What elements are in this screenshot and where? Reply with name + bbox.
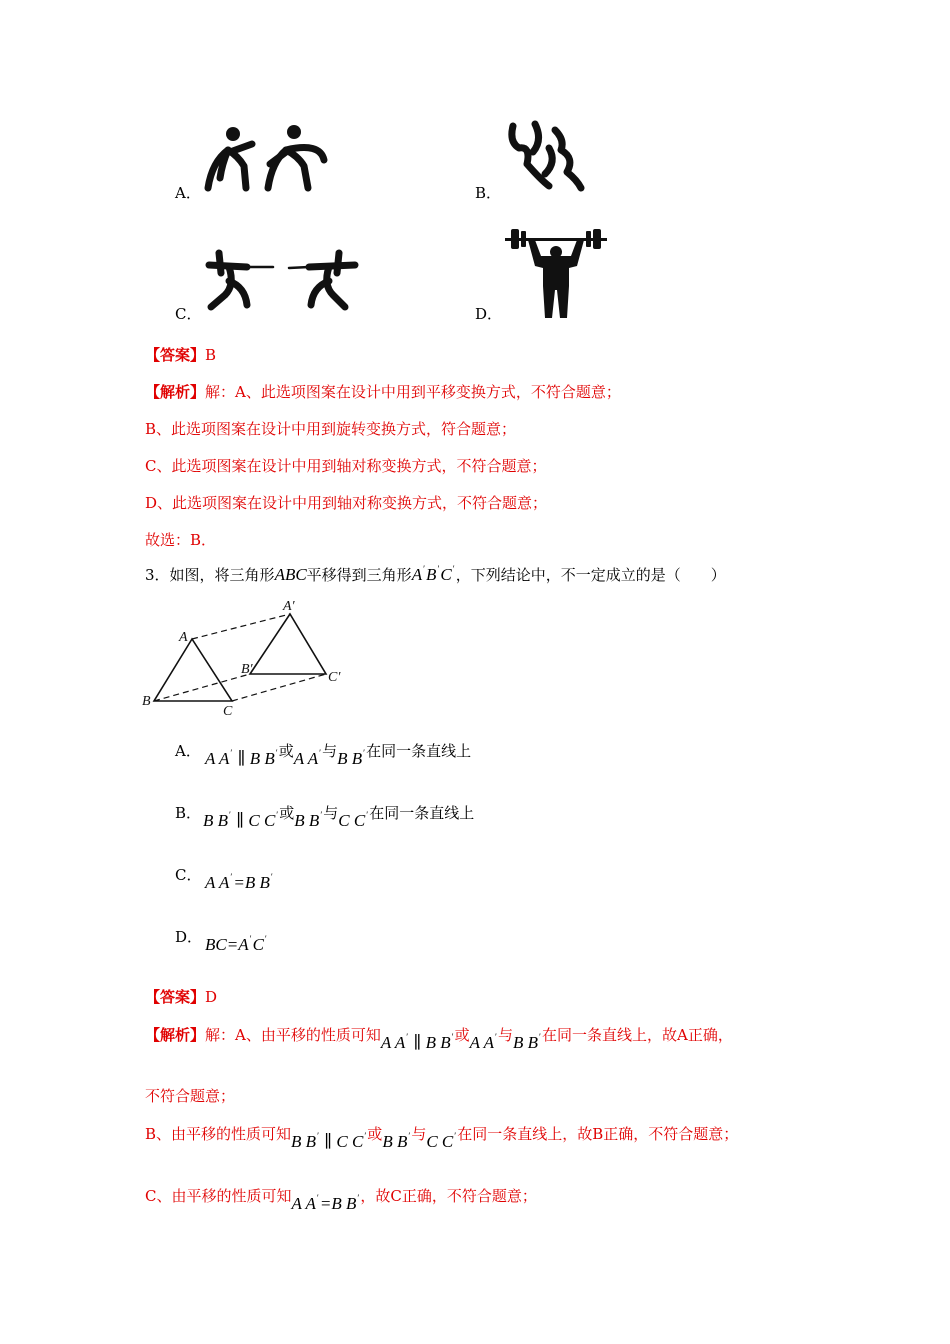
m-bb: B B [294,811,320,830]
m-aa: A A [293,749,319,768]
m-prime: ′ [437,564,440,574]
m-bb: B B [291,1132,317,1151]
analysis-text: C、由平移的性质可知 [145,1187,292,1205]
m-bb: B B [203,811,229,830]
option-c-label: C． [175,305,202,323]
q2-analysis-line3: C、此选项图案在设计中用到轴对称变换方式，不符合题意； [145,457,547,475]
q3-option-d [205,934,268,955]
m-prime: ′ [451,1032,454,1042]
q3-option-a-label: A． [175,742,201,760]
m-cc: C C [248,811,276,830]
m-prime: ′ [276,810,279,820]
m-A: A [411,565,423,584]
m-prime: ′ [363,748,366,758]
m-C: C [440,565,452,584]
m-prime: ′ [495,1032,497,1042]
q3-stem [145,564,726,585]
m-C: C [252,935,264,954]
m-eq: = [226,935,239,954]
option-tail: 在同一条直线上 [366,742,472,760]
q3-triangle-figure [140,595,355,720]
q3-option-c [205,872,274,893]
word-or: 或 [367,1125,383,1143]
word-with: 与 [411,1125,427,1143]
m-aa: A A [380,1033,406,1052]
q3-stem-b: 平移得到三角形 [306,566,412,584]
word-or: 或 [278,742,294,760]
q3-analysis-line2: 不符合题意； [145,1087,236,1105]
m-bb: B B [513,1033,539,1052]
m-par: ∥ [413,1033,422,1052]
answer-value: B [205,346,217,364]
analysis-tag: 【解析】 [145,1026,206,1044]
word-or: 或 [279,804,295,822]
q3-option-a [205,740,472,768]
q3-analysis-line3 [145,1123,739,1151]
m-cc: C C [426,1132,454,1151]
m-prime: ′ [275,748,278,758]
q3-analysis-line4 [145,1185,537,1213]
m-aa: A A [205,873,230,892]
q3-abc: ABC [274,565,307,584]
q3-stem-a: 如图，将三角形 [169,566,275,584]
word-with: 与 [497,1026,513,1044]
q2-answer [145,344,216,365]
m-prime: ′ [539,1032,541,1042]
m-prime: ′ [357,1193,360,1203]
analysis-text: 解：A、此选项图案在设计中用到平移变换方式，不符合题意； [205,383,621,401]
answer-tag: 【答案】 [145,988,206,1006]
m-par: ∥ [237,749,246,768]
fig-label-a: A [179,630,188,645]
m-eq: = [319,1194,332,1213]
m-prime: ′ [249,934,252,944]
m-bb: B B [249,749,275,768]
m-prime: ′ [270,872,273,882]
m-prime: ′ [364,1131,367,1141]
m-prime: ′ [230,748,233,758]
q2-analysis-line5: 故选：B． [145,531,217,549]
option-d-label: D． [475,305,503,323]
fig-label-c1: C′ [328,670,341,685]
m-bb: B B [425,1033,451,1052]
m-eq: = [233,873,245,892]
q3-option-b-label: B． [175,804,202,822]
option-tail: 在同一条直线上 [369,804,475,822]
m-bc: BC [205,935,227,954]
m-bb: B B [382,1132,408,1151]
word-with: 与 [323,804,339,822]
m-aa: A A [469,1033,495,1052]
m-prime: ′ [452,564,455,574]
fig-label-b1: B′ [241,662,253,677]
q3-number: 3． [145,566,170,584]
q3-answer [145,986,217,1007]
analysis-tail: ，故C正确，不符合题意； [360,1187,537,1205]
m-prime: ′ [366,810,369,820]
q2-analysis-line1 [145,381,621,402]
m-aa: A A [205,749,230,768]
m-prime: ′ [264,934,267,944]
pictogram-c [205,245,370,313]
q3-option-c-label: C． [175,866,202,884]
fig-label-c: C [223,704,233,719]
analysis-tag: 【解析】 [145,383,206,401]
pictogram-a [200,122,330,194]
m-A: A [238,935,249,954]
m-prime: ′ [229,810,231,820]
analysis-text: 解：A、由平移的性质可知 [205,1026,381,1044]
m-bb: B B [331,1194,357,1213]
m-par: ∥ [236,811,245,830]
m-prime: ′ [454,1131,457,1141]
answer-tag: 【答案】 [145,346,206,364]
q3-option-b [203,802,475,830]
m-prime: ′ [316,1193,319,1203]
m-prime: ′ [230,872,233,882]
m-bb: B B [337,749,363,768]
option-a-label: A． [175,184,201,202]
m-bb: B B [244,873,270,892]
analysis-text: B、由平移的性质可知 [145,1125,292,1143]
m-par: ∥ [324,1132,333,1151]
m-aa: A A [291,1194,316,1213]
m-prime: ′ [406,1032,409,1042]
m-cc: C C [336,1132,364,1151]
q2-analysis-line4: D、此选项图案在设计中用到轴对称变换方式，不符合题意； [145,494,548,512]
m-prime: ′ [319,748,322,758]
fig-label-a1: A′ [283,599,295,614]
m-prime: ′ [408,1131,411,1141]
m-cc: C C [338,811,366,830]
q2-analysis-line2: B、此选项图案在设计中用到旋转变换方式，符合题意； [145,420,517,438]
m-B: B [426,565,437,584]
q3-stem-c: ，下列结论中，不一定成立的是（ ） [455,566,726,584]
option-b-label: B． [475,184,502,202]
q3-analysis-line1 [145,1024,733,1052]
answer-value: D [205,988,218,1006]
word-or: 或 [454,1026,470,1044]
pictogram-b [505,118,587,192]
word-with: 与 [322,742,338,760]
m-prime: ′ [320,810,323,820]
m-prime: ′ [317,1131,320,1141]
q3-option-d-label: D． [175,928,203,946]
analysis-tail: 在同一条直线上，故A正确， [542,1026,733,1044]
fig-label-b: B [142,694,151,709]
pictogram-d [505,222,607,320]
m-prime: ′ [423,564,426,574]
analysis-tail: 在同一条直线上，故B正确，不符合题意； [457,1125,739,1143]
